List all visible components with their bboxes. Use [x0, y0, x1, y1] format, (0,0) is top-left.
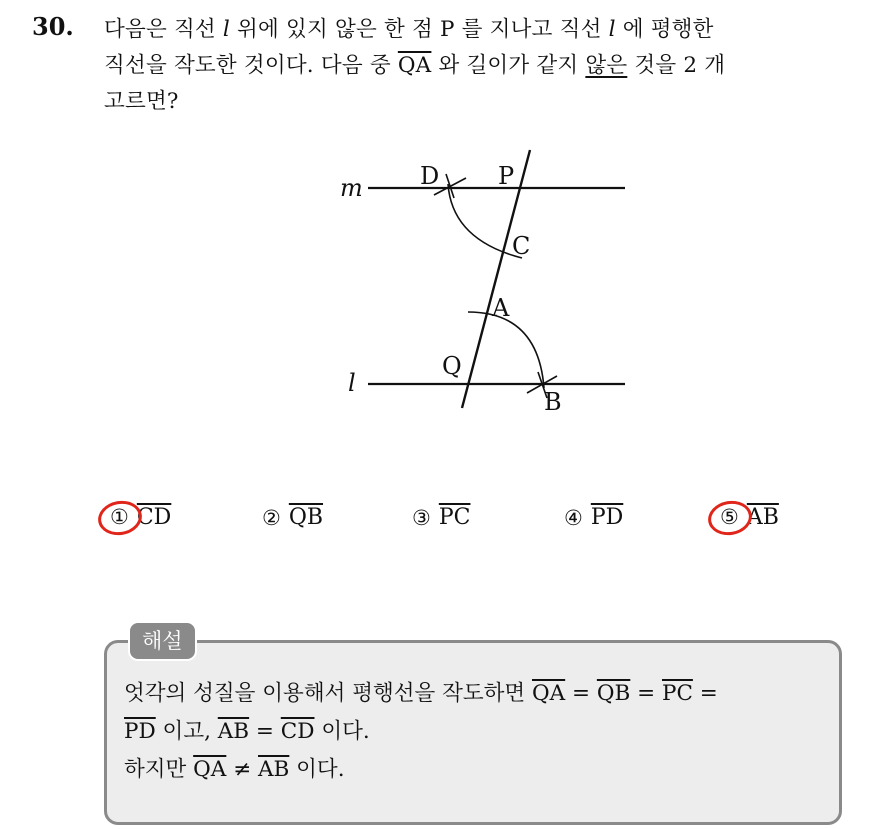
solution-text	[124, 675, 834, 789]
question-line-2: 직선을 작도한 것이다. 다음 중 $\overline{QA}$ 와 길이가 같지 않은 것을 2 개	[104, 53, 726, 78]
label-d: D	[420, 162, 440, 190]
choice-5[interactable]: ⑤ $\overline{AB}$	[720, 505, 779, 530]
arc-lower	[468, 312, 544, 388]
choice-1[interactable]: ① $\overline{CD}$	[110, 505, 171, 530]
solution-line-1: 엇각의 성질을 이용해서 평행선을 작도하면 $\overline{QA} = \overline{QB} = \overline{PC}$ =	[124, 681, 718, 706]
answer-circle-mark	[705, 497, 754, 538]
underlined-word: 않은	[585, 53, 628, 78]
choice-4[interactable]: ④ $\overline{PD}$	[564, 505, 624, 530]
choice-2[interactable]: ② $\overline{QB}$	[262, 505, 324, 530]
question-number: 30.	[32, 12, 74, 41]
solution-tag: 해설	[128, 621, 197, 661]
question-text	[104, 12, 864, 120]
label-b: B	[544, 388, 562, 416]
label-p: P	[498, 162, 515, 190]
segment-qa: $\overline{QA}$	[397, 53, 432, 78]
choice-3[interactable]: ③ $\overline{PC}$	[412, 505, 471, 530]
answer-circle-mark	[95, 497, 144, 538]
solution-line-3: 하지만 $\overline{QA} \ne \overline{AB}$ 이다.	[124, 757, 345, 782]
question-line-3: 고르면?	[104, 89, 179, 114]
label-a: A	[492, 294, 510, 322]
construction-figure	[320, 140, 640, 420]
label-c: C	[512, 232, 531, 260]
question-line-1: 다음은 직선 l 위에 있지 않은 한 점 P 를 지나고 직선 l 에 평행한	[104, 17, 714, 42]
label-m: m	[340, 174, 363, 202]
label-q: Q	[442, 352, 462, 380]
label-l: l	[348, 369, 356, 397]
solution-line-2: $\overline{PD}$ 이고, $\overline{AB} = \overline{CD}$ 이다.	[124, 719, 370, 744]
